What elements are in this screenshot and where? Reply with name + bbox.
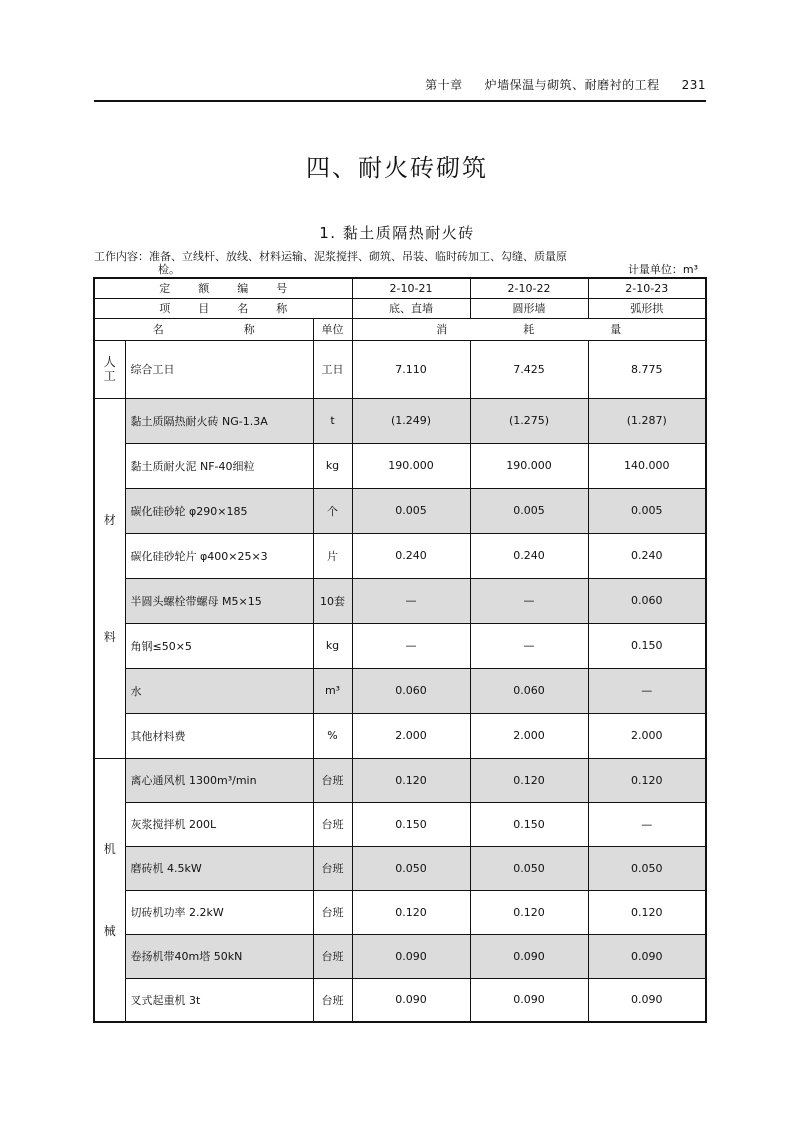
row-unit: 台班 bbox=[313, 758, 352, 802]
work-content bbox=[94, 250, 624, 276]
row-value: 0.240 bbox=[588, 533, 706, 578]
category-char: 械 bbox=[103, 924, 116, 939]
table-row bbox=[94, 713, 706, 758]
row-unit: 台班 bbox=[313, 802, 352, 846]
row-value: 0.050 bbox=[588, 846, 706, 890]
row-value: 0.120 bbox=[588, 758, 706, 802]
chapter-title: 炉墙保温与砌筑、耐磨衬的工程 bbox=[484, 78, 660, 92]
row-value: 0.060 bbox=[470, 668, 588, 713]
row-name: 叉式起重机 3t bbox=[125, 978, 313, 1022]
row-value: — bbox=[470, 623, 588, 668]
unit-note: 计量单位：m³ bbox=[627, 263, 698, 276]
row-value: (1.275) bbox=[470, 398, 588, 443]
row-value: — bbox=[352, 623, 470, 668]
table-row bbox=[94, 890, 706, 934]
quota-code-label: 定 额 编 号 bbox=[94, 278, 352, 298]
row-name: 切砖机功率 2.2kW bbox=[125, 890, 313, 934]
table-row bbox=[94, 758, 706, 802]
item-name: 底、直墙 bbox=[352, 298, 470, 318]
category-char: 人工 bbox=[103, 355, 116, 383]
section-title: 四、耐火砖砌筑 bbox=[306, 154, 488, 182]
item-name: 圆形墙 bbox=[470, 298, 588, 318]
row-value: 0.060 bbox=[352, 668, 470, 713]
quota-code: 2-10-23 bbox=[588, 278, 706, 298]
row-value: — bbox=[470, 578, 588, 623]
row-value: 0.050 bbox=[352, 846, 470, 890]
row-name: 灰浆搅拌机 200L bbox=[125, 802, 313, 846]
row-name: 磨砖机 4.5kW bbox=[125, 846, 313, 890]
table-row bbox=[94, 978, 706, 1022]
row-value: — bbox=[352, 578, 470, 623]
row-unit: 10套 bbox=[313, 578, 352, 623]
row-value: 0.120 bbox=[470, 758, 588, 802]
row-value: 0.120 bbox=[588, 890, 706, 934]
table-row bbox=[94, 398, 706, 443]
row-value: 0.005 bbox=[352, 488, 470, 533]
quota-code: 2-10-22 bbox=[470, 278, 588, 298]
row-name: 离心通风机 1300m³/min bbox=[125, 758, 313, 802]
category-char: 料 bbox=[103, 630, 116, 644]
column-header-row bbox=[94, 318, 706, 340]
row-value: 2.000 bbox=[588, 713, 706, 758]
row-unit: t bbox=[313, 398, 352, 443]
row-name: 其他材料费 bbox=[125, 713, 313, 758]
row-unit: kg bbox=[313, 623, 352, 668]
table-row bbox=[94, 533, 706, 578]
table-row bbox=[94, 846, 706, 890]
row-value: (1.249) bbox=[352, 398, 470, 443]
row-value: 140.000 bbox=[588, 443, 706, 488]
row-name: 综合工日 bbox=[125, 340, 313, 398]
row-unit: 个 bbox=[313, 488, 352, 533]
row-value: 0.060 bbox=[588, 578, 706, 623]
row-name: 黏土质耐火泥 NF-40细粒 bbox=[125, 443, 313, 488]
row-value: (1.287) bbox=[588, 398, 706, 443]
row-name: 卷扬机带40m塔 50kN bbox=[125, 934, 313, 978]
row-unit: 台班 bbox=[313, 890, 352, 934]
unit-column-header: 单位 bbox=[313, 318, 352, 340]
item-name: 弧形拱 bbox=[588, 298, 706, 318]
row-name: 碳化硅砂轮片 φ400×25×3 bbox=[125, 533, 313, 578]
name-column-header: 名 称 bbox=[94, 318, 313, 340]
row-value: 0.240 bbox=[352, 533, 470, 578]
quota-code: 2-10-21 bbox=[352, 278, 470, 298]
row-value: 7.425 bbox=[470, 340, 588, 398]
row-value: 0.090 bbox=[588, 978, 706, 1022]
table-row bbox=[94, 578, 706, 623]
row-name: 角钢≤50×5 bbox=[125, 623, 313, 668]
chapter-number: 第十章 bbox=[425, 78, 463, 92]
row-name: 黏土质隔热耐火砖 NG-1.3A bbox=[125, 398, 313, 443]
work-content-line2: 检。 bbox=[158, 263, 180, 276]
row-unit: kg bbox=[313, 443, 352, 488]
row-value: — bbox=[588, 802, 706, 846]
quota-table bbox=[93, 277, 707, 1023]
row-value: 190.000 bbox=[352, 443, 470, 488]
table-row bbox=[94, 488, 706, 533]
category-char: 材 bbox=[103, 513, 116, 527]
header-rule bbox=[94, 100, 706, 102]
page-number: 231 bbox=[681, 78, 706, 92]
row-name: 碳化硅砂轮 φ290×185 bbox=[125, 488, 313, 533]
table-row bbox=[94, 443, 706, 488]
work-content-line1: 工作内容：准备、立线杆、放线、材料运输、泥浆搅拌、砌筑、吊装、临时砖加工、勾缝、质量原 bbox=[94, 250, 567, 263]
row-value: 0.005 bbox=[470, 488, 588, 533]
table-row bbox=[94, 340, 706, 398]
row-value: 0.090 bbox=[470, 934, 588, 978]
category-char: 机 bbox=[103, 842, 116, 857]
row-value: 0.005 bbox=[588, 488, 706, 533]
quota-code-row bbox=[94, 278, 706, 298]
row-value: 0.090 bbox=[588, 934, 706, 978]
row-value: 7.110 bbox=[352, 340, 470, 398]
row-name: 半圆头螺栓带螺母 M5×15 bbox=[125, 578, 313, 623]
table-row bbox=[94, 934, 706, 978]
item-name-label: 项 目 名 称 bbox=[94, 298, 352, 318]
table-row bbox=[94, 802, 706, 846]
row-value: 2.000 bbox=[470, 713, 588, 758]
row-unit: 台班 bbox=[313, 978, 352, 1022]
table-row bbox=[94, 668, 706, 713]
row-value: 2.000 bbox=[352, 713, 470, 758]
row-value: 0.050 bbox=[470, 846, 588, 890]
row-value: 0.090 bbox=[352, 934, 470, 978]
row-value: — bbox=[588, 668, 706, 713]
row-unit: 台班 bbox=[313, 846, 352, 890]
row-value: 0.120 bbox=[352, 758, 470, 802]
row-value: 0.150 bbox=[470, 802, 588, 846]
labor-category bbox=[94, 340, 125, 398]
row-value: 0.150 bbox=[588, 623, 706, 668]
row-unit: % bbox=[313, 713, 352, 758]
row-unit: m³ bbox=[313, 668, 352, 713]
row-value: 8.775 bbox=[588, 340, 706, 398]
row-value: 190.000 bbox=[470, 443, 588, 488]
row-value: 0.090 bbox=[470, 978, 588, 1022]
row-unit: 片 bbox=[313, 533, 352, 578]
running-head bbox=[94, 76, 706, 93]
row-value: 0.120 bbox=[352, 890, 470, 934]
item-name-row bbox=[94, 298, 706, 318]
consumption-header: 消 耗 量 bbox=[352, 318, 706, 340]
subsection-title: 1. 黏土质隔热耐火砖 bbox=[319, 224, 475, 242]
table-row bbox=[94, 623, 706, 668]
row-unit: 台班 bbox=[313, 934, 352, 978]
row-name: 水 bbox=[125, 668, 313, 713]
row-value: 0.090 bbox=[352, 978, 470, 1022]
machinery-category bbox=[94, 758, 125, 1022]
row-unit: 工日 bbox=[313, 340, 352, 398]
row-value: 0.240 bbox=[470, 533, 588, 578]
row-value: 0.120 bbox=[470, 890, 588, 934]
materials-category bbox=[94, 398, 125, 758]
row-value: 0.150 bbox=[352, 802, 470, 846]
